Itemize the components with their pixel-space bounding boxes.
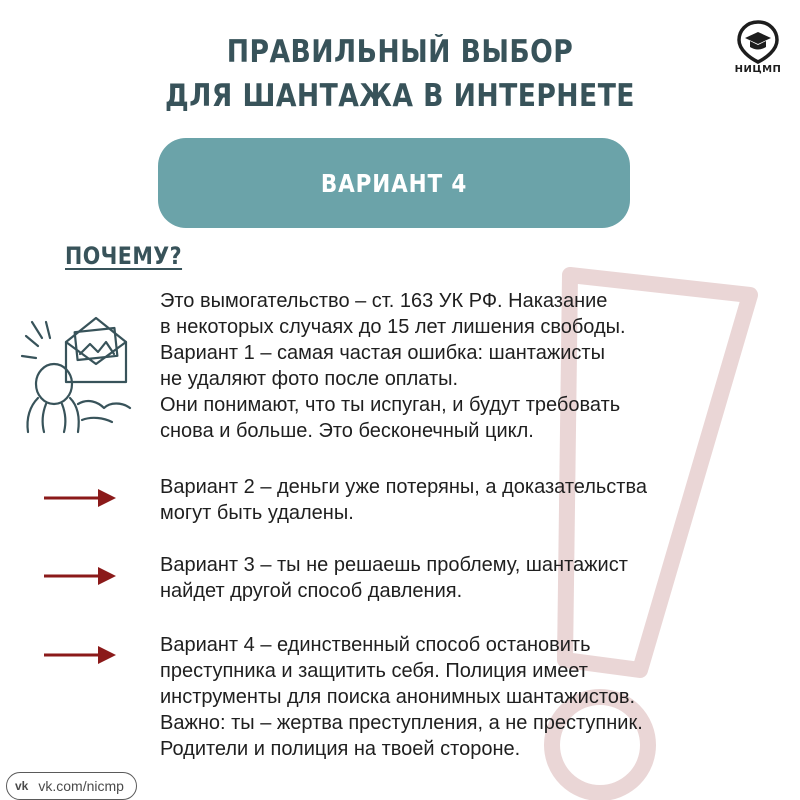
variant-label: ВАРИАНТ 4 [320,168,468,198]
arrow-right-icon [42,644,118,666]
variant-3-paragraph: Вариант 3 – ты не решаешь проблему, шантажист найдет другой способ давления. [160,554,628,602]
footer-link[interactable] [6,772,137,800]
vk-icon: vk [15,779,29,793]
logo-text: НИЦМП [734,64,782,75]
page-title-line-1: ПРАВИЛЬНЫЙ ВЫБОР [226,34,574,70]
variant-4-paragraph: Вариант 4 – единственный способ остановить преступника и защитить себя. Полиция имеет инструменты для поиска анонимных шантажистов. Важно: ты – жертва преступления, а не преступник. Родители и полиция на твоей стороне. [160,634,643,760]
logo [728,18,788,84]
arrow-right-icon [42,487,118,509]
envelope-photo-illustration-icon [18,312,138,438]
variant-2-paragraph: Вариант 2 – деньги уже потеряны, а доказательства могут быть удалены. [160,476,647,524]
page-title-line-2: ДЛЯ ШАНТАЖА В ИНТЕРНЕТЕ [165,78,635,114]
arrow-right-icon [42,565,118,587]
variant-banner [158,138,630,228]
footer-url: vk.com/nicmp [38,778,124,794]
page-title [56,30,744,118]
explanation-paragraph: Это вымогательство – ст. 163 УК РФ. Наказание в некоторых случаях до 15 лет лишения свободы. Вариант 1 – самая частая ошибка: шантажисты не удаляют фото после оплаты. Они понимают, что ты испуган, и будут требовать снова и больше. Это бесконечный цикл. [160,290,626,442]
graduation-cap-pin-icon [728,18,788,64]
why-heading: ПОЧЕМУ? [65,242,183,270]
